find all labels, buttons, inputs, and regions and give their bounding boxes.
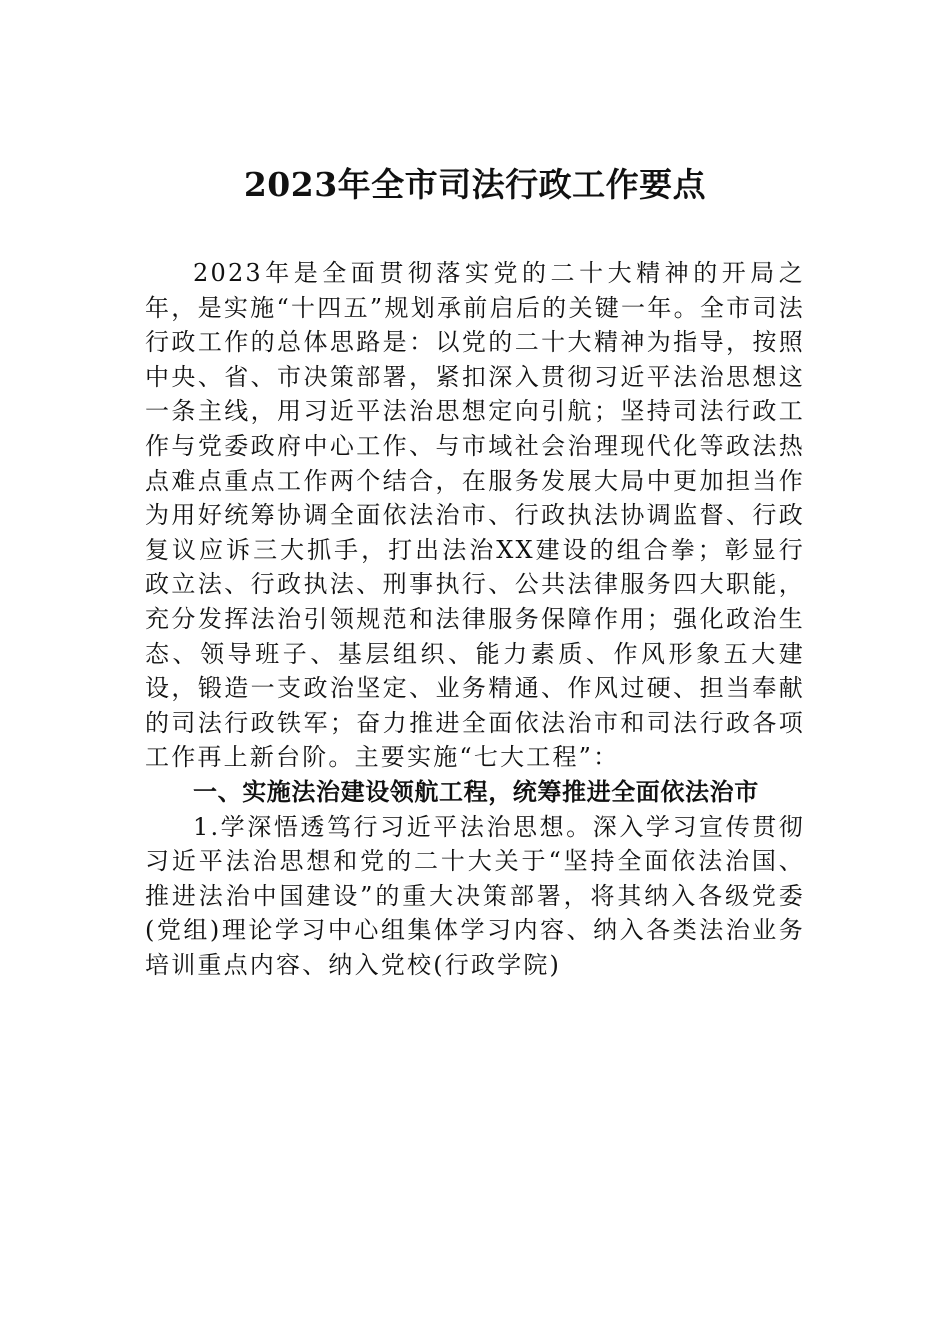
- item-1-paragraph: 1.学深悟透笃行习近平法治思想。深入学习宣传贯彻习近平法治思想和党的二十大关于“坚持全面依法治国、推进法治中国建设”的重大决策部署，将其纳入各级党委(党组)理论学习中心组集体学习内容、纳入各类法治业务培训重点内容、纳入党校(行政学院): [145, 812, 805, 979]
- document-title: 2023年全市司法行政工作要点: [243, 165, 707, 204]
- intro-paragraph: 2023年是全面贯彻落实党的二十大精神的开局之年，是实施“十四五”规划承前启后的关键一年。全市司法行政工作的总体思路是：以党的二十大精神为指导，按照中央、省、市决策部署，紧扣深入贯彻习近平法治思想这一条主线，用习近平法治思想定向引航；坚持司法行政工作与党委政府中心工作、与市域社会治理现代化等政法热点难点重点工作两个结合，在服务发展大局中更加担当作为用好统筹协调全面依法治市、行政执法协调监督、行政复议应诉三大抓手，打出法治XX建设的组合拳；彰显行政立法、行政执法、刑事执行、公共法律服务四大职能，充分发挥法治引领规范和法律服务保障作用；强化政治生态、领导班子、基层组织、能力素质、作风形象五大建设，锻造一支政治坚定、业务精通、作风过硬、担当奉献的司法行政铁军；奋力推进全面依法治市和司法行政各项工作再上新台阶。主要实施“七大工程”：: [145, 259, 805, 772]
- document-body: [145, 256, 805, 982]
- section-1-heading: 一、实施法治建设领航工程，统筹推进全面依法治市: [193, 776, 759, 806]
